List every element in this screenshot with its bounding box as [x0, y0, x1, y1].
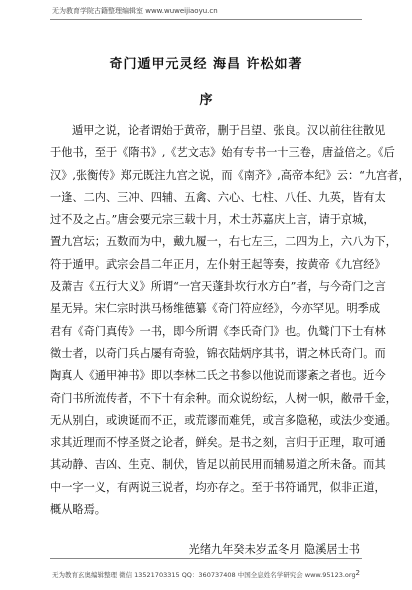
text-line: 及萧吉《五行大义》所谓“一宫天蓬卦坎行水方白”者，与今奇门之言 [50, 280, 386, 294]
author-signature: 光绪九年癸未岁孟冬月 隐溪居士书 [188, 543, 360, 556]
text-line: 遁甲之说，论者谓始于黄帝，删于吕望、张良。汉以前往往散见 [72, 124, 386, 137]
text-line: 陶真人《通甲神书》即以李林二氏之书参以他说而谬紊之者也。近今 [50, 369, 386, 383]
footer-note: 无为教育玄奥编辑整理 微信 13521703315 QQ：360737408 中国全息姓名学研究会 www.95123.org [52, 571, 356, 579]
text-line: 汉》,张衡传》郑元既注九宫之说，而《南齐》,高帝本纪》云：“九宫者， [50, 168, 410, 182]
text-line: 一逢、二内、三冲、四辅、五禽、六心、七柱、八任、九英，皆有太 [50, 190, 386, 204]
page-number: 2 [355, 569, 360, 577]
text-line: 其动静、吉凶、生克、制伏，皆足以前民用而辅易道之所未备。而其 [50, 458, 386, 472]
text-line: 君有《奇门真传》一书，即今所谓《李氏奇门》也。仇鹫门下士有林 [50, 324, 386, 338]
preface-body [50, 120, 410, 521]
document-title: 奇门遁甲元灵经 海昌 许松如著 [109, 57, 303, 72]
text-line: 徵士者，以奇门兵占屡有奇验，锦衣陆炳序其书，谓之林氏奇门。而 [50, 346, 386, 360]
text-line: 概从略焉。 [50, 503, 106, 517]
text-line: 星无异。宋仁宗时洪马杨维德纂《奇门符应经》，今亦罕见。明季成 [50, 302, 381, 316]
header-note: 无为教育学院古籍整理编辑室 www.wuweijiaoyu.cn [52, 7, 218, 15]
text-line: 于他书，至于《隋书》,《艺文志》始有专书一十三卷，唐益倍之。《后 [50, 146, 395, 160]
text-line: 中一字一义，有两说三说者，均亦存之。至于书符诵咒，似非正道， [50, 480, 386, 494]
text-line: 符于遁甲。武宗会昌二年正月，左仆射王起等奏，按黄帝《九宫经》 [50, 257, 386, 271]
header-divider [50, 19, 362, 20]
text-line: 奇门书所流传者，不下十有余种。而众说纷纭，人树一帜，敝帚千金， [50, 391, 397, 405]
text-line: 无从别白，或谀诞而不正，或荒谬而难凭，或言多隐秘，或法少变通。 [50, 413, 397, 427]
text-line: 置九宫坛；五数而为中，戴九履一，右七左三，二四为上，六八为下， [50, 235, 397, 249]
text-line: 过不及之占。”唐会要元宗三载十月，术士苏嘉庆上言，请于京城， [50, 213, 375, 227]
footer-divider [50, 558, 362, 559]
text-line: 求其近理而不悖圣贤之论者，鲜矣。是书之刻，言归于正理，取可通 [50, 436, 386, 450]
section-heading: 序 [199, 93, 213, 108]
